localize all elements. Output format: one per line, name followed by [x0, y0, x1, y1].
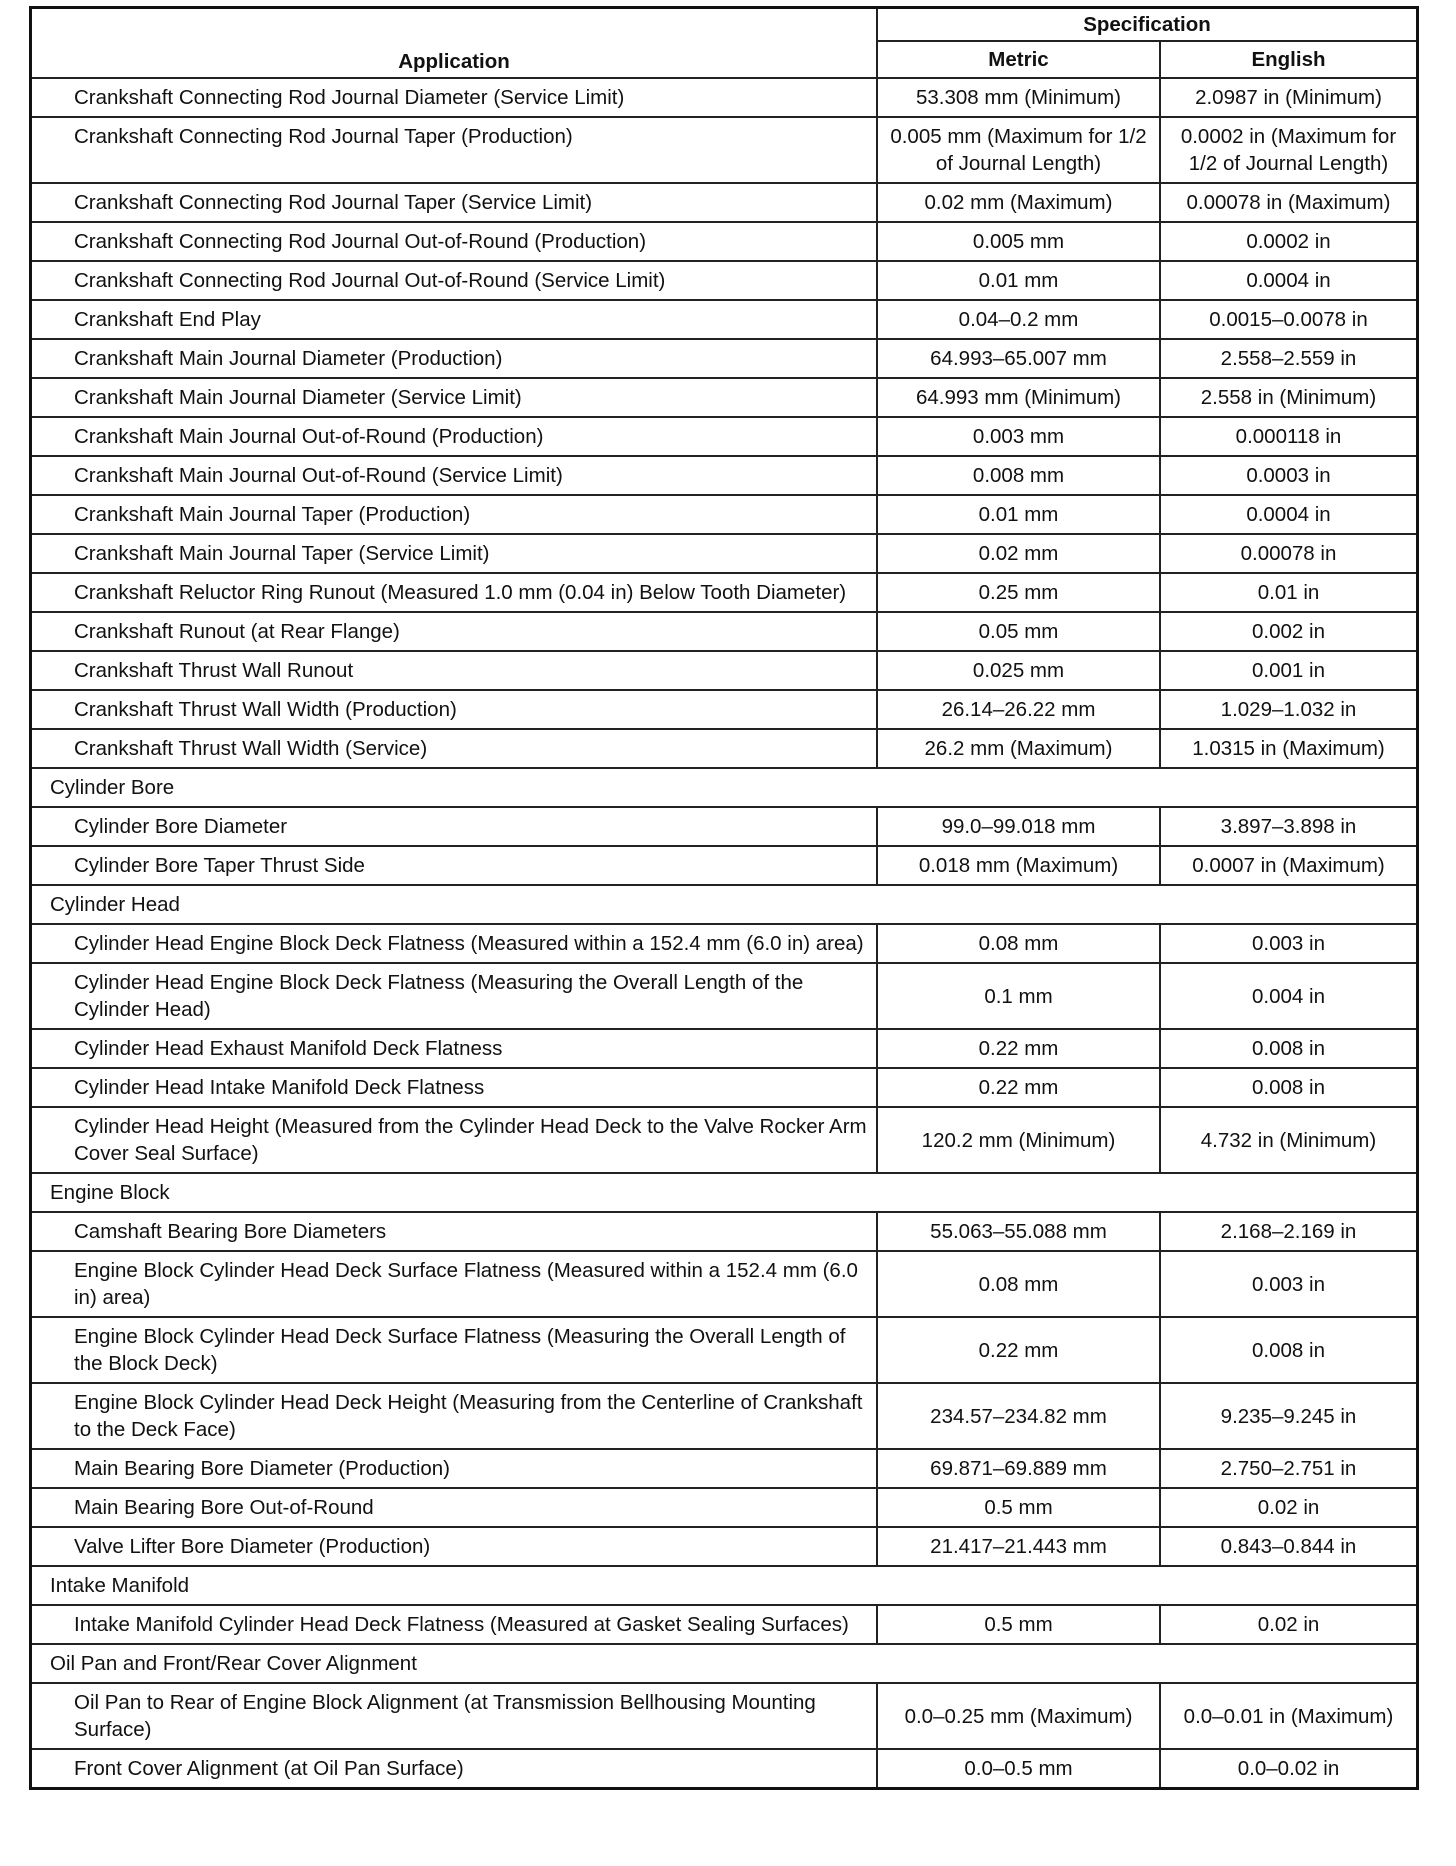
metric-cell: 0.02 mm	[877, 534, 1160, 573]
metric-cell: 0.025 mm	[877, 651, 1160, 690]
header-metric: Metric	[877, 41, 1160, 78]
table-row	[31, 963, 1418, 1029]
table-row	[31, 78, 1418, 117]
application-cell: Cylinder Head Engine Block Deck Flatness (Measuring the Overall Length of the Cylinder Head)	[31, 963, 878, 1029]
application-cell: Cylinder Head Height (Measured from the Cylinder Head Deck to the Valve Rocker Arm Cover Seal Surface)	[31, 1107, 878, 1173]
table-row	[31, 690, 1418, 729]
section-label: Cylinder Bore	[31, 768, 1418, 807]
application-cell: Crankshaft Connecting Rod Journal Taper (Production)	[31, 117, 878, 183]
table-row	[31, 1317, 1418, 1383]
english-cell: 0.003 in	[1160, 1251, 1418, 1317]
metric-cell: 0.08 mm	[877, 1251, 1160, 1317]
section-row	[31, 1173, 1418, 1212]
application-cell: Crankshaft Main Journal Out-of-Round (Service Limit)	[31, 456, 878, 495]
table-row	[31, 924, 1418, 963]
table-row	[31, 729, 1418, 768]
table-row	[31, 1488, 1418, 1527]
table-row	[31, 1212, 1418, 1251]
english-cell: 2.750–2.751 in	[1160, 1449, 1418, 1488]
application-cell: Main Bearing Bore Diameter (Production)	[31, 1449, 878, 1488]
application-cell: Crankshaft Thrust Wall Width (Service)	[31, 729, 878, 768]
table-row	[31, 339, 1418, 378]
metric-cell: 0.22 mm	[877, 1068, 1160, 1107]
english-cell: 0.003 in	[1160, 924, 1418, 963]
header-specification: Specification	[877, 8, 1418, 42]
application-cell: Engine Block Cylinder Head Deck Surface Flatness (Measured within a 152.4 mm (6.0 in) area)	[31, 1251, 878, 1317]
metric-cell: 0.01 mm	[877, 261, 1160, 300]
english-cell: 1.029–1.032 in	[1160, 690, 1418, 729]
table-row	[31, 456, 1418, 495]
application-cell: Crankshaft Connecting Rod Journal Out-of-Round (Service Limit)	[31, 261, 878, 300]
english-cell: 0.0–0.02 in	[1160, 1749, 1418, 1789]
english-cell: 0.008 in	[1160, 1317, 1418, 1383]
section-row	[31, 885, 1418, 924]
section-label: Intake Manifold	[31, 1566, 1418, 1605]
english-cell: 3.897–3.898 in	[1160, 807, 1418, 846]
application-cell: Crankshaft Main Journal Taper (Production)	[31, 495, 878, 534]
metric-cell: 53.308 mm (Minimum)	[877, 78, 1160, 117]
english-cell: 0.00078 in	[1160, 534, 1418, 573]
english-cell: 0.02 in	[1160, 1605, 1418, 1644]
metric-cell: 120.2 mm (Minimum)	[877, 1107, 1160, 1173]
english-cell: 2.558 in (Minimum)	[1160, 378, 1418, 417]
metric-cell: 0.003 mm	[877, 417, 1160, 456]
english-cell: 2.558–2.559 in	[1160, 339, 1418, 378]
metric-cell: 26.14–26.22 mm	[877, 690, 1160, 729]
english-cell: 0.000118 in	[1160, 417, 1418, 456]
table-row	[31, 222, 1418, 261]
metric-cell: 0.5 mm	[877, 1605, 1160, 1644]
table-row	[31, 1749, 1418, 1789]
header-application: Application	[31, 8, 878, 79]
metric-cell: 0.22 mm	[877, 1029, 1160, 1068]
table-row	[31, 1527, 1418, 1566]
metric-cell: 26.2 mm (Maximum)	[877, 729, 1160, 768]
application-cell: Crankshaft Reluctor Ring Runout (Measured 1.0 mm (0.04 in) Below Tooth Diameter)	[31, 573, 878, 612]
application-cell: Camshaft Bearing Bore Diameters	[31, 1212, 878, 1251]
application-cell: Oil Pan to Rear of Engine Block Alignment (at Transmission Bellhousing Mounting Surface)	[31, 1683, 878, 1749]
metric-cell: 0.25 mm	[877, 573, 1160, 612]
application-cell: Cylinder Head Exhaust Manifold Deck Flatness	[31, 1029, 878, 1068]
english-cell: 0.001 in	[1160, 651, 1418, 690]
application-cell: Crankshaft Connecting Rod Journal Diameter (Service Limit)	[31, 78, 878, 117]
application-cell: Valve Lifter Bore Diameter (Production)	[31, 1527, 878, 1566]
english-cell: 0.004 in	[1160, 963, 1418, 1029]
english-cell: 9.235–9.245 in	[1160, 1383, 1418, 1449]
table-row	[31, 1383, 1418, 1449]
metric-cell: 0.04–0.2 mm	[877, 300, 1160, 339]
english-cell: 0.0–0.01 in (Maximum)	[1160, 1683, 1418, 1749]
metric-cell: 64.993 mm (Minimum)	[877, 378, 1160, 417]
section-label: Engine Block	[31, 1173, 1418, 1212]
application-cell: Main Bearing Bore Out-of-Round	[31, 1488, 878, 1527]
metric-cell: 99.0–99.018 mm	[877, 807, 1160, 846]
application-cell: Engine Block Cylinder Head Deck Height (Measuring from the Centerline of Crankshaft to the Deck Face)	[31, 1383, 878, 1449]
application-cell: Crankshaft End Play	[31, 300, 878, 339]
english-cell: 0.008 in	[1160, 1068, 1418, 1107]
english-cell: 0.0004 in	[1160, 261, 1418, 300]
header-english: English	[1160, 41, 1418, 78]
section-label: Oil Pan and Front/Rear Cover Alignment	[31, 1644, 1418, 1683]
application-cell: Crankshaft Main Journal Diameter (Production)	[31, 339, 878, 378]
english-cell: 0.0002 in (Maximum for 1/2 of Journal Length)	[1160, 117, 1418, 183]
application-cell: Cylinder Bore Diameter	[31, 807, 878, 846]
application-cell: Crankshaft Connecting Rod Journal Out-of-Round (Production)	[31, 222, 878, 261]
metric-cell: 0.0–0.25 mm (Maximum)	[877, 1683, 1160, 1749]
table-row	[31, 534, 1418, 573]
table-body	[31, 78, 1418, 1789]
application-cell: Crankshaft Runout (at Rear Flange)	[31, 612, 878, 651]
english-cell: 0.0007 in (Maximum)	[1160, 846, 1418, 885]
metric-cell: 0.22 mm	[877, 1317, 1160, 1383]
table-row	[31, 573, 1418, 612]
metric-cell: 64.993–65.007 mm	[877, 339, 1160, 378]
metric-cell: 0.05 mm	[877, 612, 1160, 651]
application-cell: Crankshaft Thrust Wall Runout	[31, 651, 878, 690]
section-label: Cylinder Head	[31, 885, 1418, 924]
application-cell: Cylinder Head Engine Block Deck Flatness (Measured within a 152.4 mm (6.0 in) area)	[31, 924, 878, 963]
metric-cell: 0.02 mm (Maximum)	[877, 183, 1160, 222]
metric-cell: 21.417–21.443 mm	[877, 1527, 1160, 1566]
table-row	[31, 1449, 1418, 1488]
application-cell: Engine Block Cylinder Head Deck Surface Flatness (Measuring the Overall Length of the Block Deck)	[31, 1317, 878, 1383]
metric-cell: 0.005 mm (Maximum for 1/2 of Journal Length)	[877, 117, 1160, 183]
application-cell: Cylinder Bore Taper Thrust Side	[31, 846, 878, 885]
english-cell: 0.01 in	[1160, 573, 1418, 612]
table-row	[31, 1029, 1418, 1068]
english-cell: 2.0987 in (Minimum)	[1160, 78, 1418, 117]
metric-cell: 69.871–69.889 mm	[877, 1449, 1160, 1488]
table-row	[31, 1107, 1418, 1173]
table-row	[31, 1605, 1418, 1644]
english-cell: 0.0003 in	[1160, 456, 1418, 495]
metric-cell: 0.01 mm	[877, 495, 1160, 534]
english-cell: 2.168–2.169 in	[1160, 1212, 1418, 1251]
table-row	[31, 183, 1418, 222]
table-row	[31, 612, 1418, 651]
metric-cell: 0.0–0.5 mm	[877, 1749, 1160, 1789]
english-cell: 0.002 in	[1160, 612, 1418, 651]
application-cell: Crankshaft Connecting Rod Journal Taper (Service Limit)	[31, 183, 878, 222]
english-cell: 0.0004 in	[1160, 495, 1418, 534]
application-cell: Crankshaft Thrust Wall Width (Production)	[31, 690, 878, 729]
application-cell: Front Cover Alignment (at Oil Pan Surface)	[31, 1749, 878, 1789]
metric-cell: 234.57–234.82 mm	[877, 1383, 1160, 1449]
table-row	[31, 261, 1418, 300]
table-row	[31, 1251, 1418, 1317]
metric-cell: 55.063–55.088 mm	[877, 1212, 1160, 1251]
table-row	[31, 117, 1418, 183]
english-cell: 0.02 in	[1160, 1488, 1418, 1527]
metric-cell: 0.018 mm (Maximum)	[877, 846, 1160, 885]
application-cell: Crankshaft Main Journal Taper (Service Limit)	[31, 534, 878, 573]
table-row	[31, 651, 1418, 690]
table-row	[31, 417, 1418, 456]
section-row	[31, 1566, 1418, 1605]
metric-cell: 0.005 mm	[877, 222, 1160, 261]
metric-cell: 0.008 mm	[877, 456, 1160, 495]
application-cell: Cylinder Head Intake Manifold Deck Flatness	[31, 1068, 878, 1107]
table-row	[31, 300, 1418, 339]
table-row	[31, 378, 1418, 417]
english-cell: 0.00078 in (Maximum)	[1160, 183, 1418, 222]
metric-cell: 0.08 mm	[877, 924, 1160, 963]
table-row	[31, 807, 1418, 846]
metric-cell: 0.1 mm	[877, 963, 1160, 1029]
english-cell: 0.0015–0.0078 in	[1160, 300, 1418, 339]
english-cell: 1.0315 in (Maximum)	[1160, 729, 1418, 768]
application-cell: Crankshaft Main Journal Diameter (Service Limit)	[31, 378, 878, 417]
section-row	[31, 1644, 1418, 1683]
specification-table	[29, 6, 1419, 1790]
section-row	[31, 768, 1418, 807]
metric-cell: 0.5 mm	[877, 1488, 1160, 1527]
table-row	[31, 1683, 1418, 1749]
english-cell: 4.732 in (Minimum)	[1160, 1107, 1418, 1173]
table-row	[31, 495, 1418, 534]
english-cell: 0.0002 in	[1160, 222, 1418, 261]
table-row	[31, 846, 1418, 885]
application-cell: Crankshaft Main Journal Out-of-Round (Production)	[31, 417, 878, 456]
table-row	[31, 1068, 1418, 1107]
application-cell: Intake Manifold Cylinder Head Deck Flatness (Measured at Gasket Sealing Surfaces)	[31, 1605, 878, 1644]
english-cell: 0.008 in	[1160, 1029, 1418, 1068]
english-cell: 0.843–0.844 in	[1160, 1527, 1418, 1566]
